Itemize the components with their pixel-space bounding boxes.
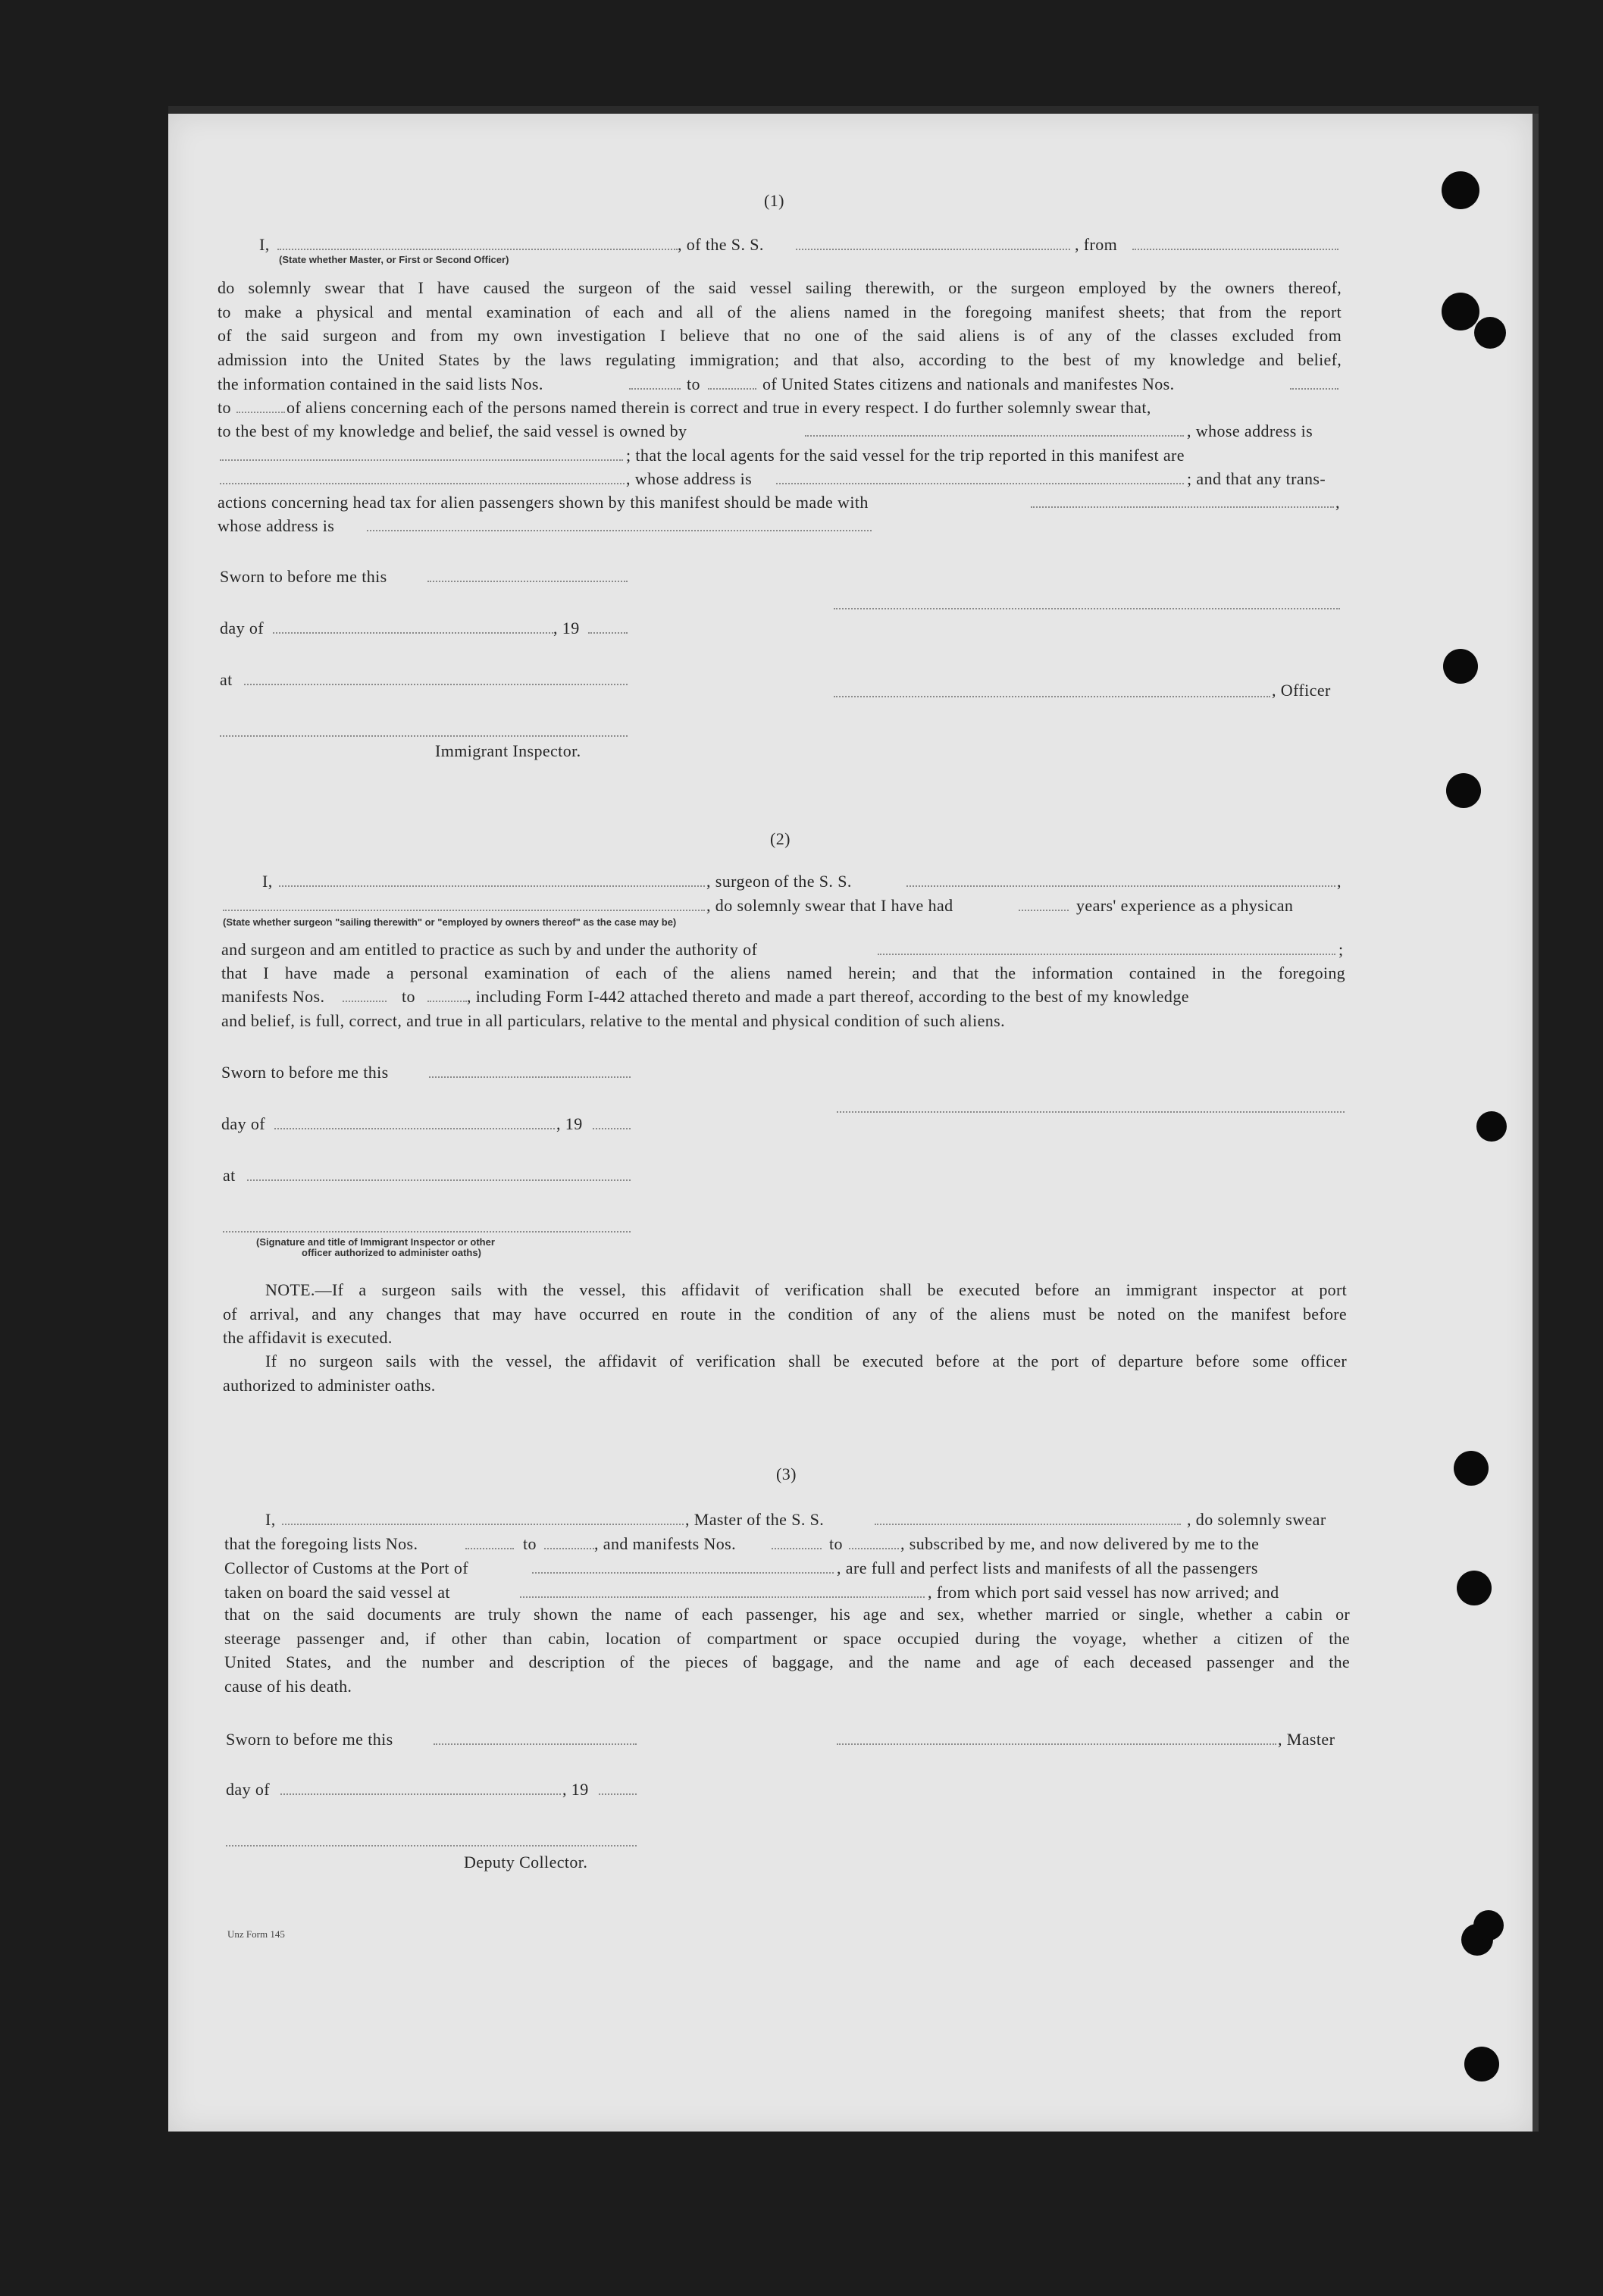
section-number: (1) (764, 191, 784, 210)
section1-from: , from (1075, 235, 1118, 254)
agents-address-field[interactable] (776, 483, 1184, 484)
manifests-nos-label: , and manifests Nos. (594, 1534, 737, 1553)
lists-nos-to-field[interactable] (708, 388, 756, 390)
aliens-concerning-text: of aliens concerning each of the persons named therein is correct and true in every respect. I do further solemnly swear that, (286, 398, 1151, 417)
surgeon-name-field[interactable] (279, 885, 705, 887)
section2-intro-i: I, (262, 872, 273, 891)
port-label: Collector of Customs at the Port of (224, 1558, 468, 1577)
signature-note: (Signature and title of Immigrant Inspector or other (256, 1236, 495, 1248)
subscribed-label: , subscribed by me, and now delivered by me to the (900, 1534, 1260, 1553)
year-label: , 19 (556, 1114, 583, 1133)
lists-nos-label: the information contained in the said lists Nos. (218, 374, 543, 393)
to-label: to (687, 374, 700, 393)
body-line: admission into the United States by the laws regulating immigration; and that also, according to the best of my knowledge and belief, (218, 349, 1342, 369)
punch-hole-icon (1474, 317, 1506, 349)
punch-hole-icon (1443, 649, 1478, 684)
master-rank-field[interactable] (277, 249, 678, 250)
citizens-label: of United States citizens and nationals and manifestes Nos. (762, 374, 1175, 393)
punch-hole-icon (1442, 171, 1479, 209)
section3-intro-i: I, (265, 1510, 276, 1529)
to-label: to (218, 398, 231, 417)
section1-body (218, 276, 1342, 371)
day-of-label: day of (226, 1780, 270, 1799)
body-line: cause of his death. (224, 1676, 352, 1696)
scan-edge-right (1533, 114, 1539, 2132)
sworn-date-field[interactable] (434, 1743, 637, 1745)
whose-address-label: , whose address is (1187, 421, 1313, 440)
year-field[interactable] (599, 1793, 637, 1795)
sworn-label: Sworn to before me this (226, 1730, 393, 1749)
solemnly-label: , do solemnly swear that I have had (706, 896, 953, 915)
inspector-signature-line[interactable] (220, 735, 628, 737)
day-of-field[interactable] (273, 632, 553, 634)
head-tax-label: actions concerning head tax for alien passengers shown by this manifest should be made with (218, 493, 869, 512)
body-line: United States, and the number and description of the pieces of baggage, and the name and age of each deceased passenger and the (224, 1652, 1350, 1671)
to-label: to (523, 1534, 537, 1553)
lists-from-field[interactable] (465, 1548, 514, 1549)
signature-note: officer authorized to administer oaths) (302, 1247, 481, 1258)
master-signature-line[interactable] (837, 1743, 1276, 1745)
whose-address-label: whose address is (218, 516, 335, 535)
body-line: NOTE.—If a surgeon sails with the vessel, this affidavit of verification shall be executed before an immigrant inspector at port (265, 1280, 1347, 1299)
surgeon-status-note: (State whether surgeon "sailing therewith" or "employed by owners thereof" as the case may be) (223, 916, 677, 928)
body-line: of the said surgeon and from my own investigation I believe that no one of the said aliens is of any of the classes excluded from (218, 326, 1342, 345)
to-label: to (402, 987, 415, 1006)
officer-signature-line[interactable] (834, 608, 1340, 609)
day-of-label: day of (221, 1114, 265, 1133)
body-line: steerage passenger and, if other than cabin, location of compartment or space occupied during the voyage, whether a citizen of the (224, 1628, 1350, 1648)
sworn-date-field[interactable] (427, 581, 628, 582)
full-perfect-label: , are full and perfect lists and manifests of all the passengers (837, 1558, 1258, 1577)
year-field[interactable] (588, 632, 628, 634)
head-tax-address-field[interactable] (367, 530, 872, 531)
port-field[interactable] (532, 1572, 834, 1574)
surgeon-signature-line[interactable] (837, 1111, 1345, 1113)
scan-edge-top (168, 106, 1539, 114)
authority-label: and surgeon and am entitled to practice as such by and under the authority of (221, 940, 758, 959)
note-paragraph (223, 1278, 1347, 1350)
at-field[interactable] (247, 1179, 631, 1181)
to-label: to (829, 1534, 843, 1553)
solemnly-label: , do solemnly swear (1187, 1510, 1326, 1529)
section-number: (2) (770, 829, 791, 848)
section3-body (224, 1602, 1350, 1698)
sworn-date-field[interactable] (429, 1076, 631, 1078)
punch-hole-icon (1476, 1111, 1507, 1142)
punch-hole-icon (1457, 1571, 1492, 1605)
manifests-from-field[interactable] (343, 1001, 387, 1002)
form-i442-text: , including Form I-442 attached thereto and made a part thereof, according to the best of my knowledge (467, 987, 1189, 1006)
body-line: If no surgeon sails with the vessel, the affidavit of verification shall be executed before at the port of departure before some officer (265, 1352, 1347, 1370)
year-label: , 19 (553, 619, 580, 637)
local-agents-label: ; that the local agents for the said vessel for the trip reported in this manifest are (626, 446, 1185, 465)
master-of-label: , Master of the S. S. (685, 1510, 825, 1529)
vessel-name-field[interactable] (796, 249, 1070, 250)
head-tax-agent-field[interactable] (1031, 506, 1334, 508)
body-line: that on the said documents are truly shown the name of each passenger, his age and sex, whether married or single, whether a cabin or (224, 1605, 1350, 1624)
section2-body (221, 961, 1345, 985)
sworn-label: Sworn to before me this (220, 567, 387, 586)
years-experience-label: years' experience as a physican (1076, 896, 1294, 915)
authority-field[interactable] (878, 954, 1335, 955)
punch-hole-icon (1442, 293, 1479, 330)
day-of-label: day of (220, 619, 264, 637)
comma: , (1335, 493, 1340, 512)
at-label: at (220, 670, 233, 689)
manifests-to-field[interactable] (849, 1548, 899, 1549)
body-line: do solemnly swear that I have caused the surgeon of the said vessel sailing therewith, or the surgeon employed by the owners thereof, (218, 278, 1342, 297)
port-from-field[interactable] (1132, 249, 1338, 250)
deputy-collector-label: Deputy Collector. (464, 1853, 588, 1872)
manifests-from-field[interactable] (772, 1548, 822, 1549)
punch-hole-icon (1454, 1451, 1489, 1486)
punch-hole-icon (1464, 2047, 1499, 2081)
section1-of-ss: , of the S. S. (678, 235, 764, 254)
lists-nos-from-field[interactable] (629, 388, 681, 390)
surgeon-status-field[interactable] (223, 910, 705, 911)
manifests-nos-from-field[interactable] (1290, 388, 1338, 390)
master-vessel-field[interactable] (875, 1524, 1181, 1525)
note2-paragraph (223, 1349, 1347, 1397)
deputy-signature-line[interactable] (226, 1845, 637, 1847)
day-of-field[interactable] (274, 1128, 555, 1129)
section-number: (3) (776, 1464, 797, 1483)
year-label: , 19 (562, 1780, 589, 1799)
section1-intro-i: I, (259, 235, 270, 254)
day-of-field[interactable] (280, 1793, 561, 1795)
body-line: to make a physical and mental examination of each and all of the aliens named in the foregoing manifest sheets; that from the report (218, 302, 1342, 321)
owned-by-label: to the best of my knowledge and belief, the said vessel is owned by (218, 421, 687, 440)
officer-label: , Officer (1272, 681, 1331, 700)
years-experience-field[interactable] (1019, 910, 1069, 911)
inspector-label: Immigrant Inspector. (435, 741, 581, 760)
body-line: of arrival, and any changes that may have occurred en route in the condition of any of the aliens must be noted on the manifest before (223, 1304, 1347, 1323)
surgeon-vessel-field[interactable] (906, 885, 1335, 887)
sworn-label: Sworn to before me this (221, 1063, 389, 1082)
master-label: , Master (1278, 1730, 1335, 1749)
form-id: Unz Form 145 (227, 1928, 285, 1940)
semicolon: ; (1338, 940, 1344, 959)
master-name-field[interactable] (282, 1524, 684, 1525)
at-field[interactable] (244, 684, 628, 685)
owner-address-field[interactable] (220, 459, 623, 461)
owner-field[interactable] (805, 435, 1184, 437)
year-field[interactable] (593, 1128, 631, 1129)
taken-on-board-label: taken on board the said vessel at (224, 1583, 450, 1602)
local-agents-field[interactable] (220, 483, 625, 484)
at-label: at (223, 1166, 236, 1185)
any-trans-label: ; and that any trans- (1187, 469, 1326, 488)
punch-hole-icon (1473, 1910, 1504, 1940)
port-of-embarkation-field[interactable] (520, 1596, 925, 1598)
inspector-signature-line[interactable] (223, 1231, 631, 1233)
arrived-label: , from which port said vessel has now arrived; and (928, 1583, 1279, 1602)
body-line: that I have made a personal examination of each of the aliens named herein; and that the information contained in the foregoing (221, 963, 1345, 982)
surgeon-of-label: , surgeon of the S. S. (706, 872, 852, 891)
comma: , (1337, 872, 1342, 891)
punch-hole-icon (1446, 773, 1481, 808)
agents-address-label: , whose address is (626, 469, 753, 488)
lists-to-field[interactable] (544, 1548, 594, 1549)
body-line: the affidavit is executed. (223, 1328, 393, 1347)
foregoing-lists-label: that the foregoing lists Nos. (224, 1534, 418, 1553)
master-rank-note: (State whether Master, or First or Second Officer) (279, 254, 509, 265)
body-line: authorized to administer oaths. (223, 1375, 436, 1395)
manifests-nos-label: manifests Nos. (221, 987, 325, 1006)
manifests-nos-to-field[interactable] (236, 412, 285, 413)
manifests-to-field[interactable] (427, 1001, 467, 1002)
officer-title-line[interactable] (834, 696, 1270, 697)
belief-text: and belief, is full, correct, and true in all particulars, relative to the mental and physical condition of such aliens. (221, 1011, 1006, 1030)
